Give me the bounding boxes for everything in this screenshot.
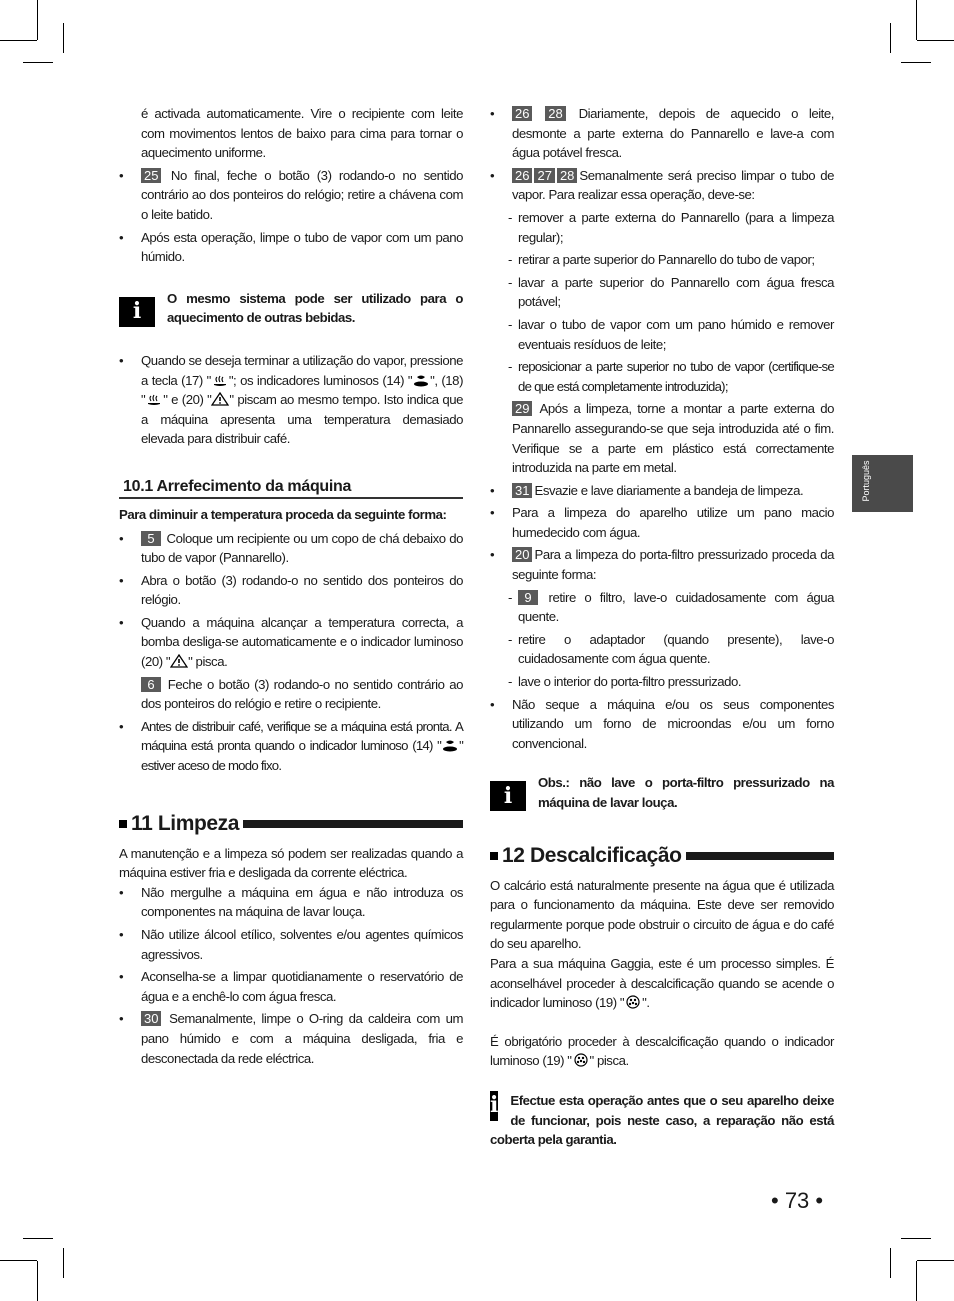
paragraph: é activada automaticamente. Vire o recipiente com leite com movimentos lentos de baixo para cima para tornar o aquecimento uniforme. [141, 106, 463, 161]
page-number: • 73 • [771, 1188, 824, 1213]
paragraph: É obrigatório proceder à descalcificação quando o indicador luminoso (19) " " pisca. [490, 1033, 834, 1069]
crop-mark [916, 1261, 917, 1301]
list-item-continuation [119, 675, 463, 714]
list-item-continuation [490, 399, 834, 477]
list-item [490, 545, 834, 584]
crop-mark [917, 1260, 954, 1261]
step-number: 5 [141, 531, 161, 546]
crop-mark [916, 0, 917, 40]
descale-icon [624, 995, 642, 1009]
warning-icon [211, 392, 229, 406]
list-item: • Abra o botão (3) rodando-o no sentido dos ponteiros do relógio. [119, 571, 463, 610]
step-number: 27 [534, 168, 554, 183]
left-column [119, 104, 463, 1071]
info-icon: i [119, 297, 155, 327]
list-item: • Para a limpeza do aparelho utilize um pano macio humedecido com água. [490, 503, 834, 542]
info-icon: i [490, 1091, 498, 1121]
crop-mark [23, 62, 53, 63]
dash-item: - 9 retire o filtro, lave-o cuidadosamente com água quente. [490, 588, 834, 627]
list-item [119, 529, 463, 568]
list-item [490, 481, 834, 501]
list-item-text: Para a limpeza do porta-filtro pressurizado proceda da seguinte forma: [512, 547, 834, 583]
list-item: • Não utilize álcool etílico, solventes e/ou agentes químicos agressivos. [119, 925, 463, 964]
step-number: 28 [557, 168, 577, 183]
section-heading: 12 Descalcificação [490, 843, 834, 869]
cup-icon [441, 738, 459, 752]
info-text: Obs.: não lave o porta-filtro pressurizado na máquina de lavar louça. [538, 775, 834, 810]
step-number: 26 [512, 106, 532, 121]
list-item: • Aconselha-se a limpar quotidianamente o reservatório de água e a enchê-lo com água fresca. [119, 967, 463, 1006]
info-text: Efectue esta operação antes que o seu aparelho deixe de funcionar, pois neste caso, a reparação não está coberta pela garantia. [490, 1092, 834, 1148]
list-item-text: Semanalmente será preciso limpar o tubo de vapor. Para realizar essa operação, deve-se: [512, 167, 834, 203]
warning-icon [170, 654, 188, 668]
list-item [490, 166, 834, 205]
step-number: 20 [512, 547, 532, 562]
paragraph: A manutenção e a limpeza só podem ser realizadas quando a máquina estiver fria e desligada da corrente eléctrica. [119, 845, 463, 881]
step-number: 9 [518, 590, 538, 605]
crop-mark [63, 1248, 64, 1278]
dash-item: - lave o interior do porta-filtro pressurizado. [490, 672, 834, 692]
dash-item: - remover a parte externa do Pannarello (para a limpeza regular); [490, 208, 834, 247]
crop-mark [23, 1238, 53, 1239]
list-item: • Após esta operação, limpe o tubo de vapor com um pano húmido. [119, 228, 463, 267]
info-note [490, 1091, 834, 1150]
step-number: 25 [141, 168, 161, 183]
step-number: 26 [512, 168, 532, 183]
list-item-text: No final, feche o botão (3) rodando-o no sentido contrário ao dos ponteiros do relógio; retire a chávena com o leite batido. [141, 167, 463, 222]
list-item: • Não seque a máquina e/ou os seus componentes utilizando um forno de microondas e/ou um forno convencional. [490, 695, 834, 754]
step-number: 6 [141, 677, 161, 692]
list-item-text: Semanalmente, limpe o O-ring da caldeira com um pano húmido e com a máquina desligada, fria e desconectada da rede eléctrica. [141, 1011, 463, 1066]
info-text: O mesmo sistema pode ser utilizado para o aquecimento de outras bebidas. [167, 290, 463, 326]
info-note [490, 773, 834, 812]
crop-mark [37, 0, 38, 40]
list-item: • Quando a máquina alcançar a temperatura correcta, a bomba desliga-se automaticamente e o indicador luminoso (20) " " pisca. [119, 613, 463, 672]
list-item: • Antes de distribuir café, verifique se a máquina está pronta. A máquina está pronta quando o indicador luminoso (14) " " estiver aceso de modo fixo. [119, 717, 463, 776]
paragraph: O calcário está naturalmente presente na água que é utilizada para o funcionamento da máquina. Este deve ser removido regularmente porque pode obstruir o circuito de água e do café do seu aparelho. [490, 877, 834, 952]
step-number: 30 [141, 1011, 161, 1026]
dash-item: - retirar a parte superior do Pannarello do tubo de vapor; [490, 250, 834, 270]
list-item [119, 166, 463, 225]
cup-icon [412, 373, 430, 387]
info-note [119, 289, 463, 328]
right-column [490, 104, 834, 1150]
crop-mark [890, 1248, 891, 1278]
list-item-text: Coloque um recipiente ou um copo de chá debaixo do tubo de vapor (Pannarello). [141, 530, 463, 566]
list-item-text: Diariamente, depois de aquecido o leite, desmonte a parte externa do Pannarello e lave-a com água potável fresca. [512, 106, 834, 161]
list-item: • Não mergulhe a máquina em água e não introduza os componentes na máquina de lavar louça. [119, 883, 463, 922]
list-item-text: Esvazie e lave diariamente a bandeja de limpeza. [534, 482, 804, 498]
step-number: 29 [512, 401, 532, 416]
dash-item: - reposicionar a parte superior no tubo de vapor (certifique-se de que está completamente introduzida); [490, 357, 834, 396]
crop-mark [917, 40, 954, 41]
crop-mark [0, 1260, 37, 1261]
step-number: 28 [545, 106, 565, 121]
info-icon: i [490, 781, 526, 811]
steam-icon [211, 373, 229, 387]
crop-mark [890, 23, 891, 53]
language-tab-label: Português [861, 460, 871, 502]
dash-item: - lavar a parte superior do Pannarello com água fresca potável; [490, 273, 834, 312]
dash-item: - lavar o tubo de vapor com um pano húmido e remover eventuais resíduos de leite; [490, 315, 834, 354]
crop-mark [63, 23, 64, 53]
list-item-text: Feche o botão (3) rodando-o no sentido contrário ao dos ponteiros do relógio e retire o recipiente. [141, 676, 463, 712]
dash-item: - retire o adaptador (quando presente), lave-o cuidadosamente com água quente. [490, 630, 834, 669]
section-heading: 11 Limpeza [119, 811, 463, 837]
step-number: 31 [512, 483, 532, 498]
paragraph: Para diminuir a temperatura proceda da seguinte forma: [119, 506, 447, 522]
crop-mark [901, 62, 931, 63]
paragraph: Para a sua máquina Gaggia, este é um processo simples. É aconselhável proceder à descalcificação quando se acende o indicador luminoso (19) " ". [490, 955, 834, 1011]
descale-icon [572, 1053, 590, 1067]
crop-mark [901, 1238, 931, 1239]
list-item-text: Após a limpeza, torne a montar a parte externa do Pannarello assegurando-se que seja introduzida até o fim. Verifique se a parte em plástico está correctamente introduzida na parte em metal. [512, 401, 834, 476]
list-item [119, 1009, 463, 1068]
crop-mark [0, 40, 37, 41]
list-item: • Quando se deseja terminar a utilização do vapor, pressione a tecla (17) " "; os indicadores luminosos (14) " ", (18) " " e (20) " " piscam ao mesmo tempo. Isto indica que a máquina apresenta uma temperatura demasiado elevada para distribuir café. [119, 351, 463, 449]
crop-mark [37, 1261, 38, 1301]
steam-icon [145, 392, 163, 406]
section-subheading: 10.1 Arrefecimento da máquina [119, 477, 463, 499]
list-item [490, 104, 834, 163]
